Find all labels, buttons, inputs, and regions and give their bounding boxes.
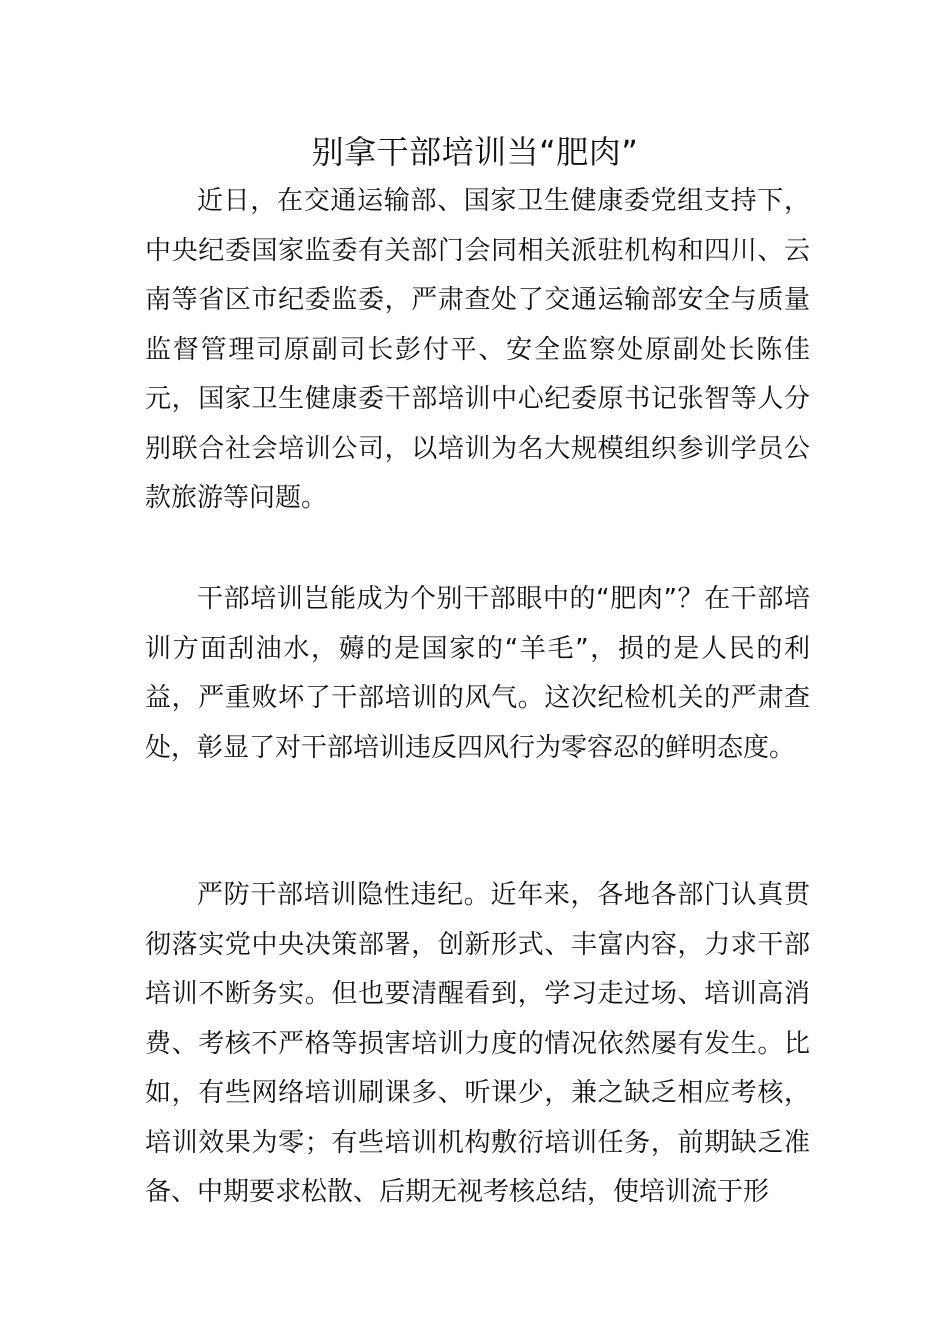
document-title: 别拿干部培训当“肥肉” xyxy=(311,133,639,171)
paragraph-3: 严防干部培训隐性违纪。近年来，各地各部门认真贯彻落实党中央决策部署，创新形式、丰富内容，力求干部培训不断务实。但也要清醒看到，学习走过场、培训高消费、考核不严格等损害培训力度的情况依然屡有发生。比如，有些网络培训刷课多、听课少，兼之缺乏相应考核，培训效果为零；有些培训机构敷衍培训任务，前期缺乏准备、中期要求松散、后期无视考核总结，使培训流于形 xyxy=(145,880,810,1207)
paragraph-1: 近日，在交通运输部、国家卫生健康委党组支持下，中央纪委国家监委有关部门会同相关派驻机构和四川、云南等省区市纪委监委，严肃查处了交通运输部安全与质量监督管理司原副司长彭付平、安全监察处原副处长陈佳元，国家卫生健康委干部培训中心纪委原书记张智等人分别联合社会培训公司，以培训为名大规模组织参训学员公款旅游等问题。 xyxy=(145,186,810,513)
paragraph-2: 干部培训岂能成为个别干部眼中的“肥肉”？在干部培训方面刮油水，薅的是国家的“羊毛”，损的是人民的利益，严重败坏了干部培训的风气。这次纪检机关的严肃查处，彰显了对干部培训违反四风行为零容忍的鲜明态度。 xyxy=(145,584,810,763)
